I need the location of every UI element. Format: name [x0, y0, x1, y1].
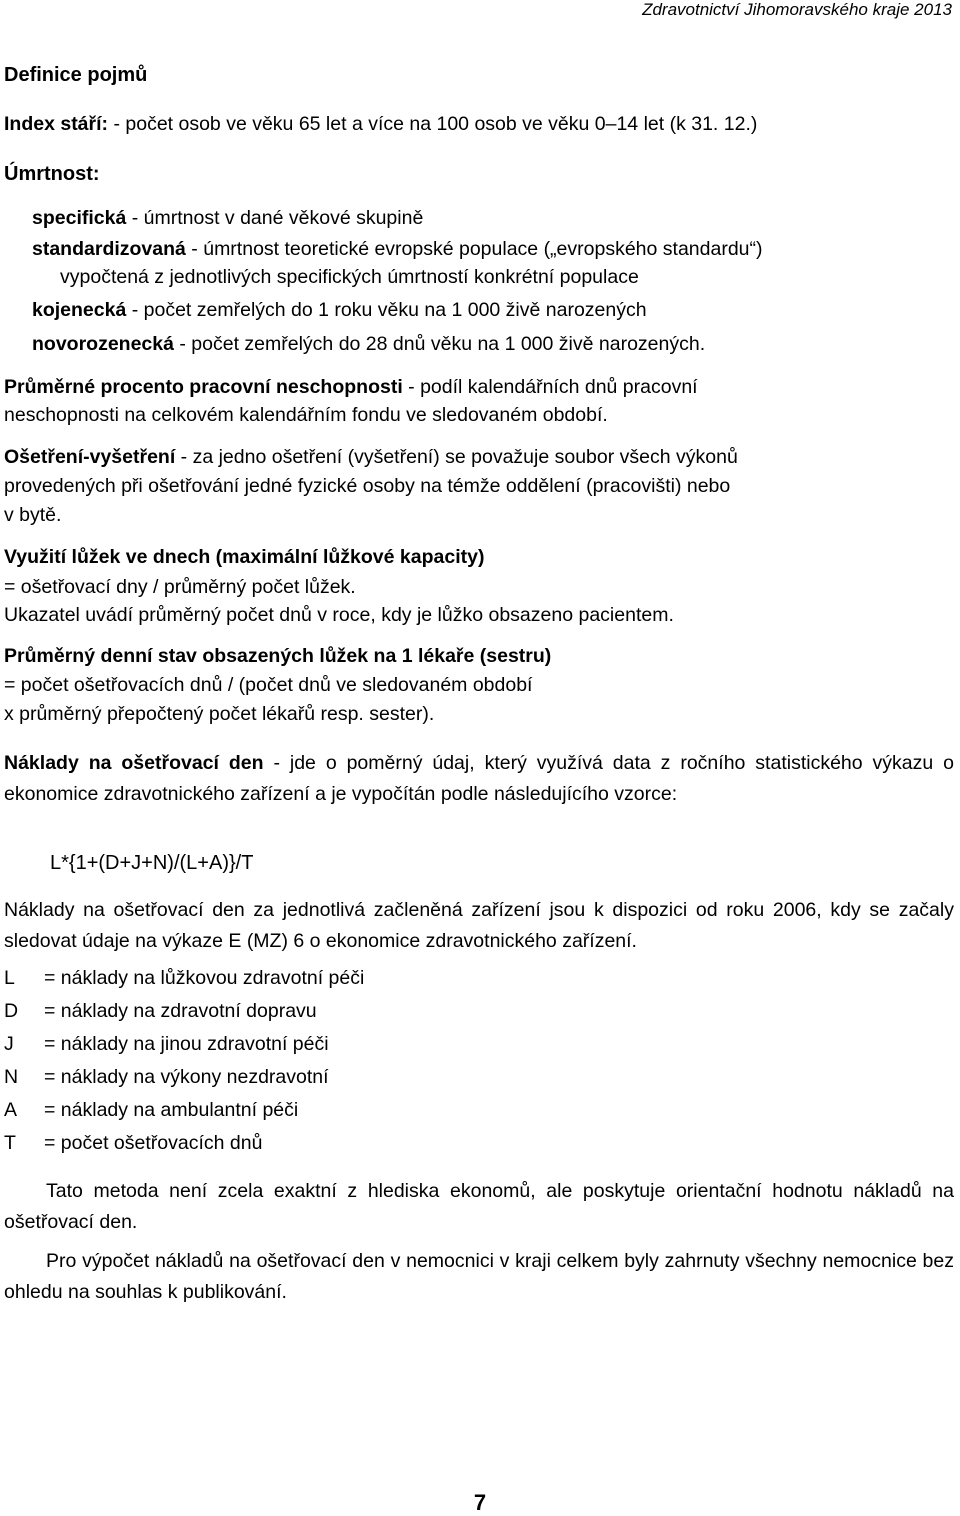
- def-specificka: [32, 207, 423, 230]
- def-neschopnost: [4, 376, 698, 399]
- term: standardizovaná: [32, 238, 186, 260]
- def-kojenecka: [32, 299, 647, 322]
- def-index-stari: [4, 113, 757, 136]
- def-standardizovana-cont: vypočtená z jednotlivých specifických úmrtností konkrétní populace: [60, 266, 639, 288]
- def-neschopnost-cont: neschopnosti na celkovém kalendářním fondu ve sledovaném období.: [4, 404, 608, 426]
- term: specifická: [32, 207, 127, 229]
- legend-item: T = počet ošetřovacích dnů: [4, 1132, 263, 1154]
- naklady-formula: L*{1+(D+J+N)/(L+A)}/T: [50, 852, 254, 874]
- vyuziti-formula: = ošetřovací dny / průměrný počet lůžek.: [4, 576, 356, 598]
- legend-item: N = náklady na výkony nezdravotní: [4, 1066, 329, 1088]
- page-number: 7: [473, 1490, 487, 1515]
- stav-formula-1: = počet ošetřovacích dnů / (počet dnů ve sledovaném období: [4, 674, 533, 696]
- legend-item: L = náklady na lůžkovou zdravotní péči: [4, 967, 365, 989]
- definition: - počet zemřelých do 28 dnů věku na 1 000 živě narozených.: [173, 333, 706, 355]
- legend-item: A = náklady na ambulantní péči: [4, 1099, 299, 1121]
- stav-heading: Průměrný denní stav obsazených lůžek na 1 lékaře (sestru): [4, 645, 552, 667]
- paragraph-pro: Pro výpočet nákladů na ošetřovací den v nemocnici v kraji celkem byly zahrnuty všechny nemocnice bez ohledu na souhlas k publikování.: [4, 1250, 954, 1303]
- term: Průměrné procento pracovní neschopnosti: [4, 376, 403, 398]
- section-title: Definice pojmů: [4, 64, 148, 86]
- legend-item: D = náklady na zdravotní dopravu: [4, 1000, 317, 1022]
- def-osetreni-cont1: provedených při ošetřování jedné fyzické osoby na témže oddělení (pracovišti) nebo: [4, 475, 731, 497]
- term: novorozenecká: [32, 333, 174, 355]
- stav-formula-2: x průměrný přepočtený počet lékařů resp. sester).: [4, 703, 435, 725]
- def-novorozenecka: [32, 333, 705, 356]
- definition: - za jedno ošetření (vyšetření) se považuje soubor všech výkonů: [175, 446, 738, 468]
- naklady-paragraph: [4, 748, 954, 810]
- term: Ošetření-vyšetření: [4, 446, 176, 468]
- running-header: Zdravotnictví Jihomoravského kraje 2013: [642, 0, 952, 19]
- vyuziti-heading: Využití lůžek ve dnech (maximální lůžkové kapacity): [4, 546, 485, 568]
- definition: - počet zemřelých do 1 roku věku na 1 000 živě narozených: [126, 299, 647, 321]
- paragraph-tato: Tato metoda není zcela exaktní z hlediska ekonomů, ale poskytuje orientační hodnotu nákladů na ošetřovací den.: [4, 1180, 954, 1233]
- definition: - podíl kalendářních dnů pracovní: [402, 376, 698, 398]
- def-osetreni: [4, 446, 738, 469]
- naklady-availability: Náklady na ošetřovací den za jednotlivá začleněná zařízení jsou k dispozici od roku 2006, kdy se začaly sledovat údaje na výkaze E (MZ) 6 o ekonomice zdravotnického zařízení.: [4, 899, 954, 952]
- term: Index stáří:: [4, 113, 109, 135]
- definition: - úmrtnost v dané věkové skupině: [126, 207, 424, 229]
- vyuziti-note: Ukazatel uvádí průměrný počet dnů v roce, kdy je lůžko obsazeno pacientem.: [4, 604, 674, 626]
- term: Náklady na ošetřovací den: [4, 752, 264, 774]
- term: kojenecká: [32, 299, 127, 321]
- definition: - úmrtnost teoretické evropské populace („evropského standardu“): [185, 238, 763, 260]
- definition: - jde o poměrný údaj, který využívá data z ročního statistického výkazu o ekonomice zdravotnického zařízení a je vypočítán podle následujícího vzorce:: [4, 752, 954, 805]
- def-standardizovana: [32, 238, 763, 261]
- umrtnost-heading: Úmrtnost:: [4, 163, 100, 185]
- def-osetreni-cont2: v bytě.: [4, 504, 62, 526]
- definition: - počet osob ve věku 65 let a více na 100 osob ve věku 0–14 let (k 31. 12.): [108, 113, 758, 135]
- legend-item: J = náklady na jinou zdravotní péči: [4, 1033, 329, 1055]
